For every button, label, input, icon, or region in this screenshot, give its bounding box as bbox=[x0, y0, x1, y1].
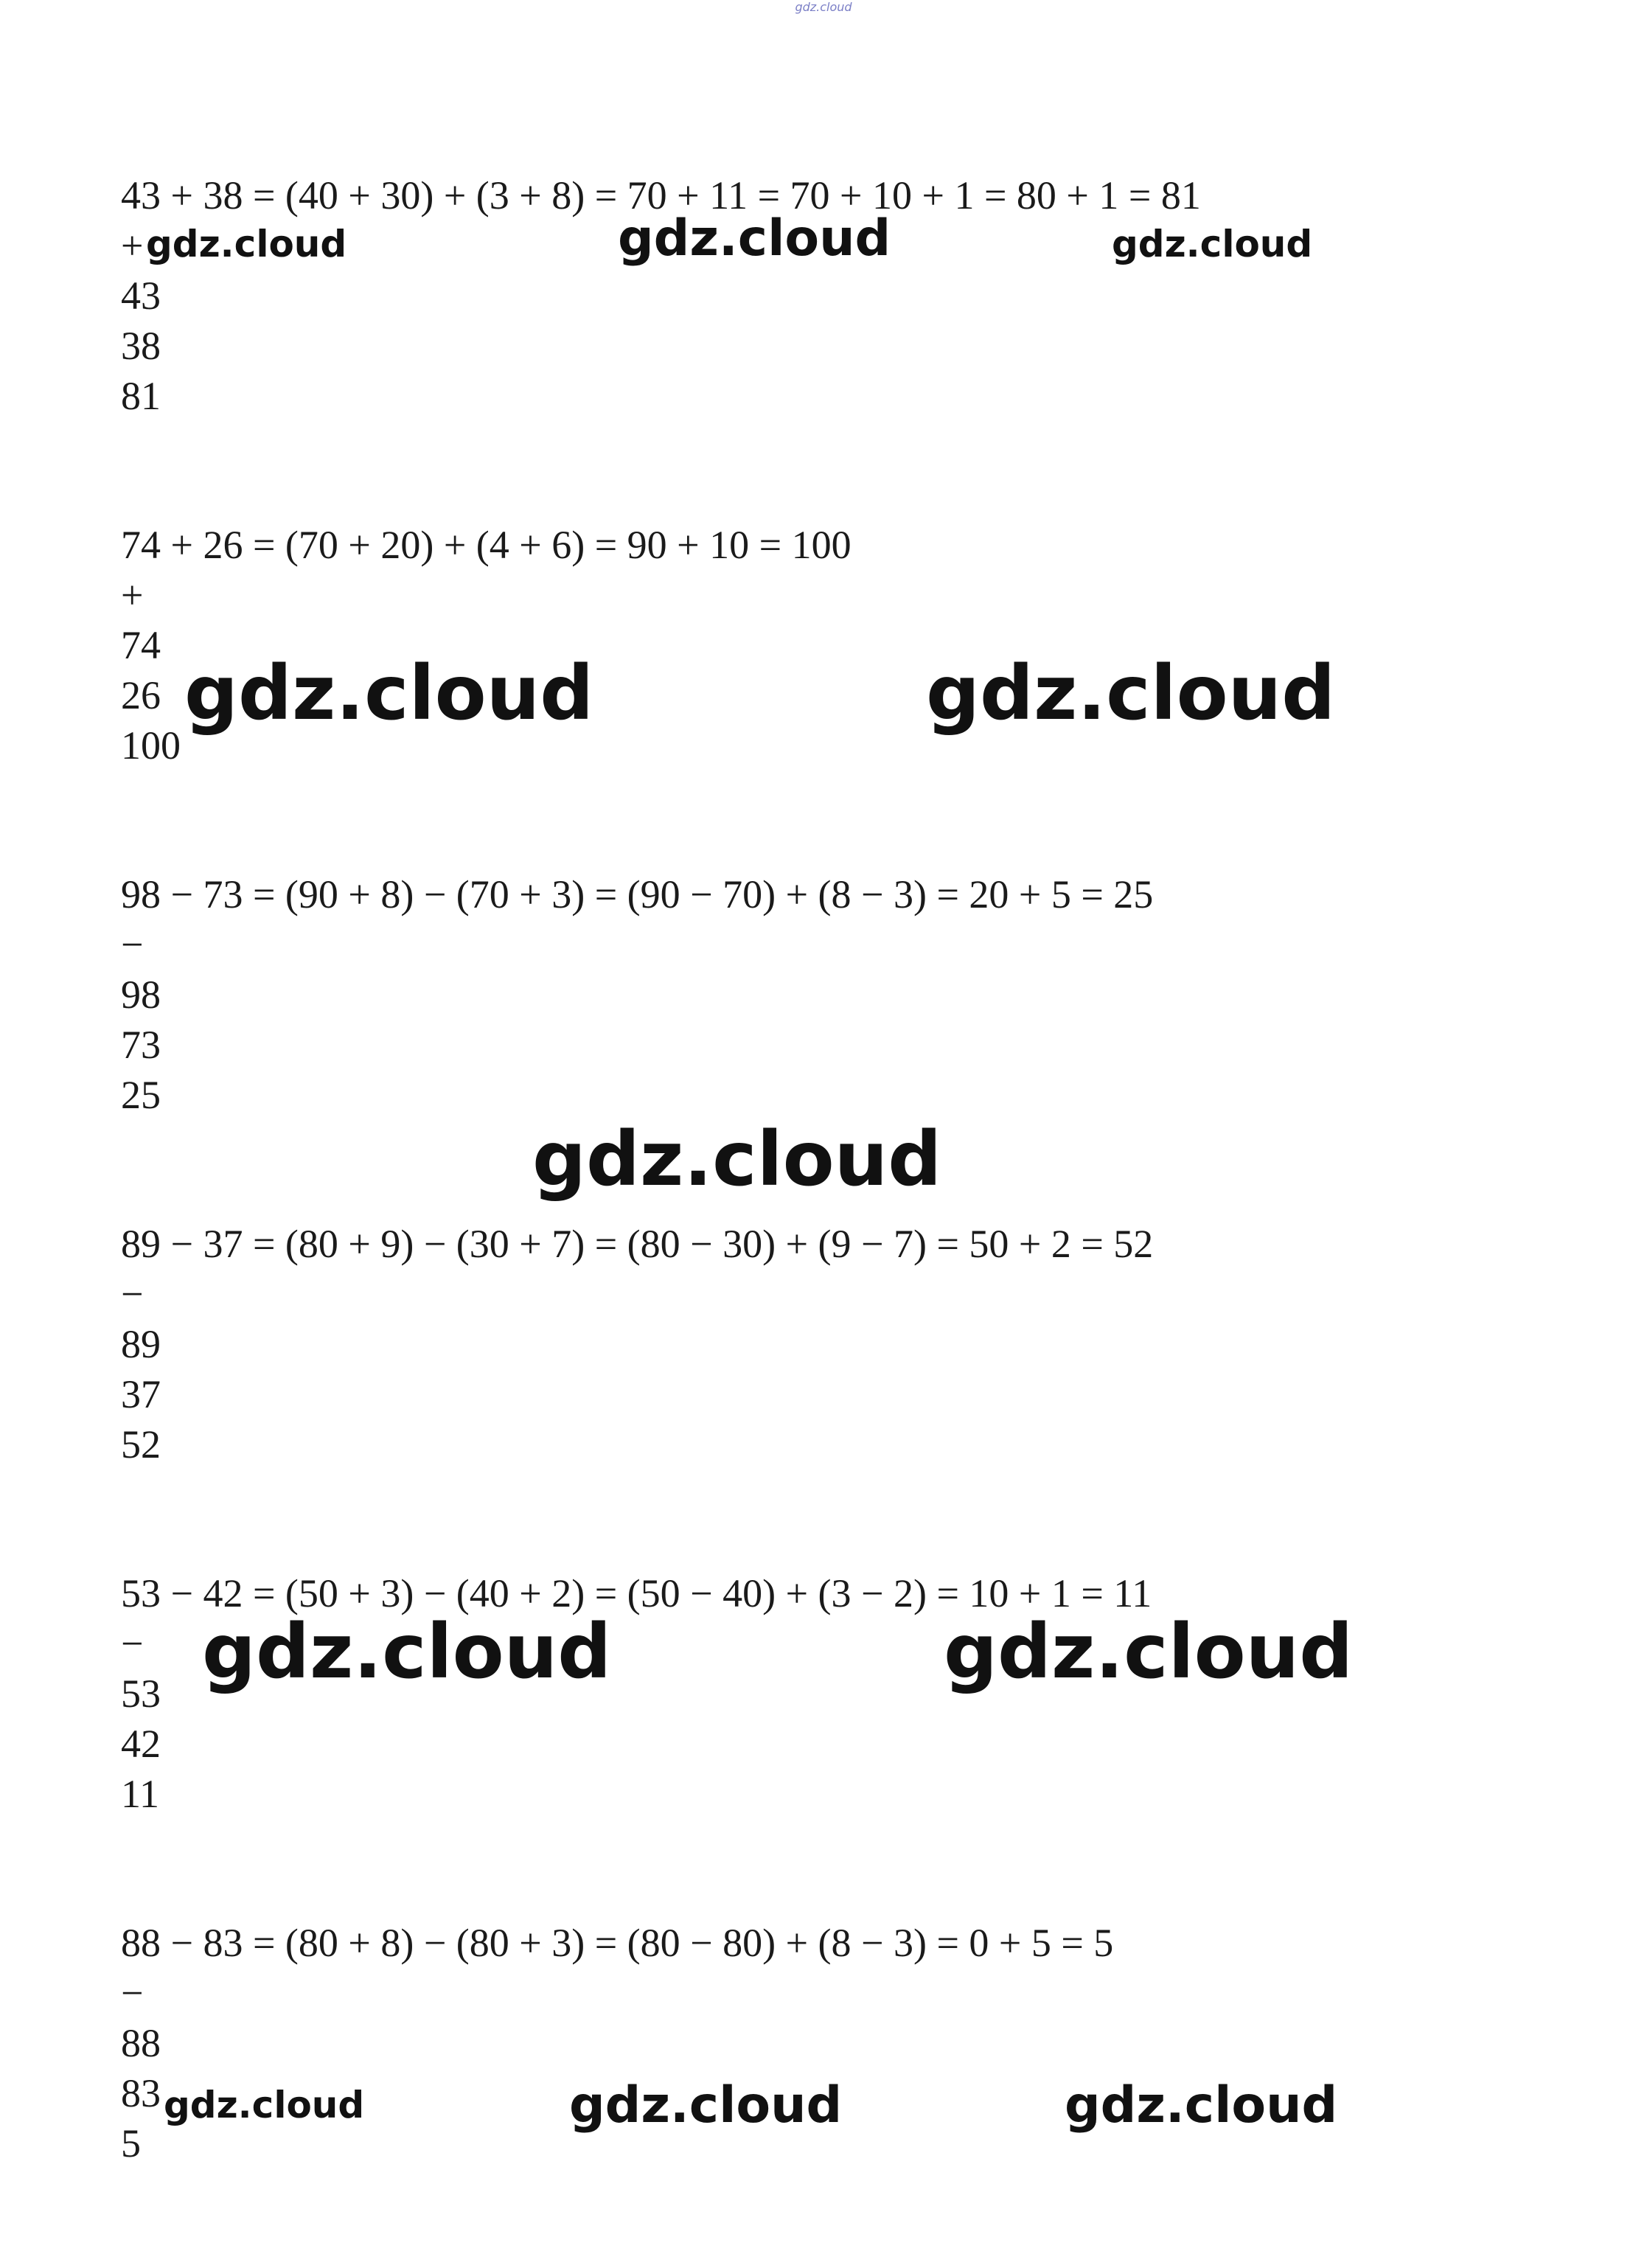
second-operand-4: 37 bbox=[121, 1372, 161, 1416]
operator-6: − bbox=[121, 1971, 144, 2015]
second-operand-2: 26 bbox=[121, 673, 161, 717]
second-operand-5: 42 bbox=[121, 1722, 161, 1766]
equation-4: 89 − 37 = (80 + 9) − (30 + 7) = (80 − 30) + (9 − 7) = 50 + 2 = 52 bbox=[121, 1222, 1154, 1266]
watermark: gdz.cloud bbox=[944, 1608, 1354, 1696]
second-operand-6: 83 bbox=[121, 2071, 161, 2115]
equation-6: 88 − 83 = (80 + 8) − (80 + 3) = (80 − 80) + (8 − 3) = 0 + 5 = 5 bbox=[121, 1921, 1114, 1965]
result-2: 100 bbox=[121, 723, 181, 768]
result-3: 25 bbox=[121, 1073, 161, 1117]
result-1: 81 bbox=[121, 374, 161, 418]
operator-2: + bbox=[121, 573, 144, 617]
first-operand-4: 89 bbox=[121, 1322, 161, 1366]
watermark: gdz.cloud bbox=[532, 1116, 942, 1203]
first-operand-5: 53 bbox=[121, 1672, 161, 1716]
equation-1: 43 + 38 = (40 + 30) + (3 + 8) = 70 + 11 = 70 + 10 + 1 = 80 + 1 = 81 bbox=[121, 173, 1201, 218]
top-watermark: gdz.cloud bbox=[795, 0, 852, 14]
operator-4: − bbox=[121, 1272, 144, 1316]
watermark: gdz.cloud bbox=[569, 2076, 843, 2135]
watermark: gdz.cloud bbox=[1112, 223, 1313, 265]
watermark: gdz.cloud bbox=[184, 650, 594, 737]
watermark: gdz.cloud bbox=[618, 209, 891, 268]
second-operand-3: 73 bbox=[121, 1023, 161, 1067]
first-operand-6: 88 bbox=[121, 2021, 161, 2065]
watermark: gdz.cloud bbox=[164, 2084, 365, 2126]
first-operand-3: 98 bbox=[121, 973, 161, 1017]
equation-5: 53 − 42 = (50 + 3) − (40 + 2) = (50 − 40) + (3 − 2) = 10 + 1 = 11 bbox=[121, 1571, 1152, 1615]
watermark: gdz.cloud bbox=[146, 223, 347, 265]
second-operand-1: 38 bbox=[121, 324, 161, 368]
watermark: gdz.cloud bbox=[926, 650, 1336, 737]
watermark: gdz.cloud bbox=[202, 1608, 612, 1696]
operator-5: − bbox=[121, 1621, 144, 1666]
operator-3: − bbox=[121, 922, 144, 967]
watermark: gdz.cloud bbox=[1065, 2076, 1338, 2135]
result-6: 5 bbox=[121, 2121, 141, 2166]
first-operand-1: 43 bbox=[121, 274, 161, 318]
equation-3: 98 − 73 = (90 + 8) − (70 + 3) = (90 − 70) + (8 − 3) = 20 + 5 = 25 bbox=[121, 872, 1154, 916]
result-4: 52 bbox=[121, 1422, 161, 1467]
equation-2: 74 + 26 = (70 + 20) + (4 + 6) = 90 + 10 = 100 bbox=[121, 523, 852, 567]
first-operand-2: 74 bbox=[121, 623, 161, 667]
operator-1: + bbox=[121, 223, 144, 268]
result-5: 11 bbox=[121, 1772, 159, 1816]
